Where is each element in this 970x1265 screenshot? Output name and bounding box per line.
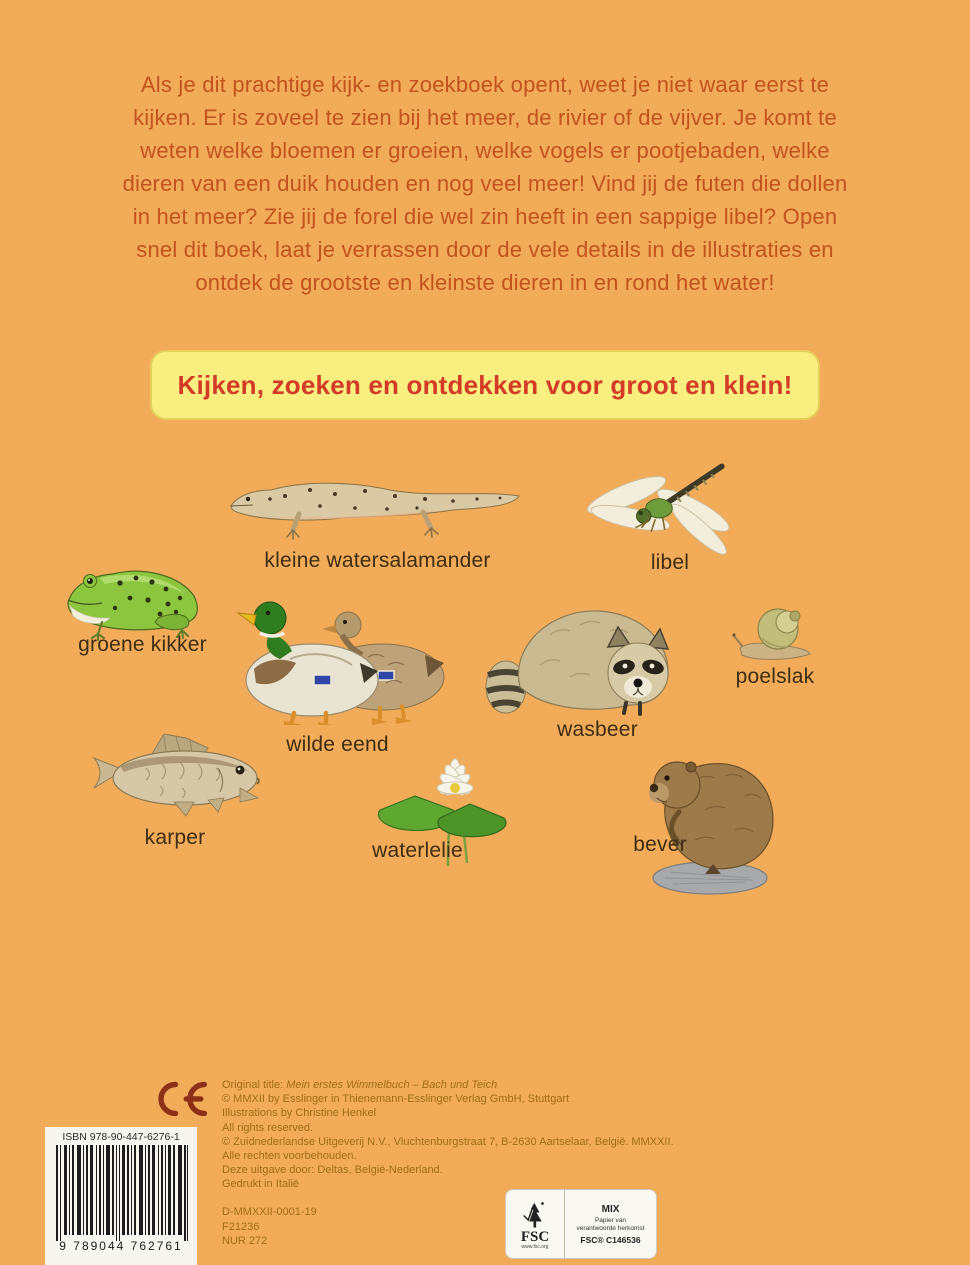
intro-line: dieren van een duik houden en nog veel meer! Vind jij de futen die dollen (122, 171, 848, 196)
edition-codes (222, 1205, 317, 1249)
barcode-bars-icon (52, 1145, 190, 1241)
intro-line: ontdek de grootste en kleinste dieren in en rond het water! (195, 270, 775, 295)
fsc-label (505, 1189, 657, 1259)
tagline-banner (150, 350, 820, 420)
intro-paragraph (0, 68, 970, 299)
raccoon-icon (480, 595, 685, 720)
label-poelslak: poelslak (735, 665, 815, 688)
intro-line: snel dit boek, laat je verrassen door de vele details in de illustraties en (136, 237, 834, 262)
label-kleine-watersalamander: kleine watersalamander (264, 549, 491, 572)
imprint-line: © Zuidnederlandse Uitgeverij N.V., Vluchtenburgstraat 7, B-2630 Aartselaar, België. MMXXII. (222, 1135, 674, 1148)
edition-code: NUR 272 (222, 1235, 268, 1247)
newt-illustration (225, 466, 525, 546)
isbn-barcode (45, 1127, 197, 1265)
label-wasbeer: wasbeer (557, 718, 638, 741)
label-groene-kikker: groene kikker (78, 633, 207, 656)
ducks-illustration (230, 585, 445, 725)
fsc-subtitle: Papier van verantwoorde herkomst (576, 1216, 645, 1232)
imprint-line: © MMXII by Esslinger in Thienemann-Esslinger Verlag GmbH, Stuttgart (222, 1093, 570, 1106)
snail-illustration (730, 600, 815, 662)
intro-line: kijken. Er is zoveel te zien bij het meer, de rivier of de vijver. Je komt te (133, 105, 837, 130)
snail-icon (730, 600, 815, 662)
tagline-text: Kijken, zoeken en ontdekken voor groot en klein! (177, 369, 793, 400)
fsc-license: FSC® C146536 (580, 1234, 641, 1245)
isbn-label: ISBN 978-90-447-6276-1 (62, 1131, 180, 1143)
label-karper: karper (144, 826, 206, 849)
label-wilde-eend: wilde eend (286, 733, 389, 756)
label-libel: libel (650, 551, 690, 574)
raccoon-illustration (480, 595, 685, 720)
isbn-digits: 9 789044 762761 (59, 1239, 183, 1253)
intro-line: Als je dit prachtige kijk- en zoekboek opent, weet je niet waar eerst te (140, 72, 830, 97)
ce-mark-icon (152, 1080, 208, 1124)
edition-code: D-MMXXII-0001-19 (222, 1206, 317, 1218)
fsc-tree-icon (520, 1199, 550, 1229)
imprint-line: Illustrations by Christine Henkel (222, 1107, 377, 1120)
dragonfly-illustration (585, 455, 750, 555)
beaver-illustration (615, 740, 785, 898)
carp-illustration (90, 728, 270, 820)
edition-code: F21236 (222, 1220, 260, 1233)
mallard-pair-icon (230, 585, 445, 725)
fsc-logo-section (506, 1190, 565, 1258)
intro-line: in het meer? Zie jij de forel die wel zin heeft in een sappige libel? Open (132, 204, 838, 229)
beaver-icon (615, 740, 785, 898)
intro-line: weten welke bloemen er groeien, welke vogels er pootjebaden, welke (140, 138, 830, 163)
imprint-line: Deze uitgave door: Deltas, België-Nederland. (222, 1164, 443, 1177)
fsc-website: www.fsc.org (521, 1243, 549, 1250)
fsc-text-section (565, 1190, 656, 1258)
imprint-line: Gedrukt in Italië (222, 1178, 300, 1191)
imprint-original-title: Original title: Mein erstes Wimmelbuch – Bach und Teich (222, 1079, 498, 1091)
fsc-mix: MIX (601, 1203, 620, 1215)
carp-icon (90, 728, 270, 820)
label-waterlelie: waterlelie (372, 839, 463, 862)
imprint-block (222, 1078, 742, 1192)
newt-icon (225, 466, 525, 546)
imprint-line: All rights reserved. (222, 1121, 314, 1134)
imprint-line: Alle rechten voorbehouden. (222, 1150, 357, 1163)
label-bever: bever (633, 833, 687, 856)
dragonfly-icon (585, 455, 750, 555)
fsc-acronym: FSC (520, 1228, 550, 1245)
